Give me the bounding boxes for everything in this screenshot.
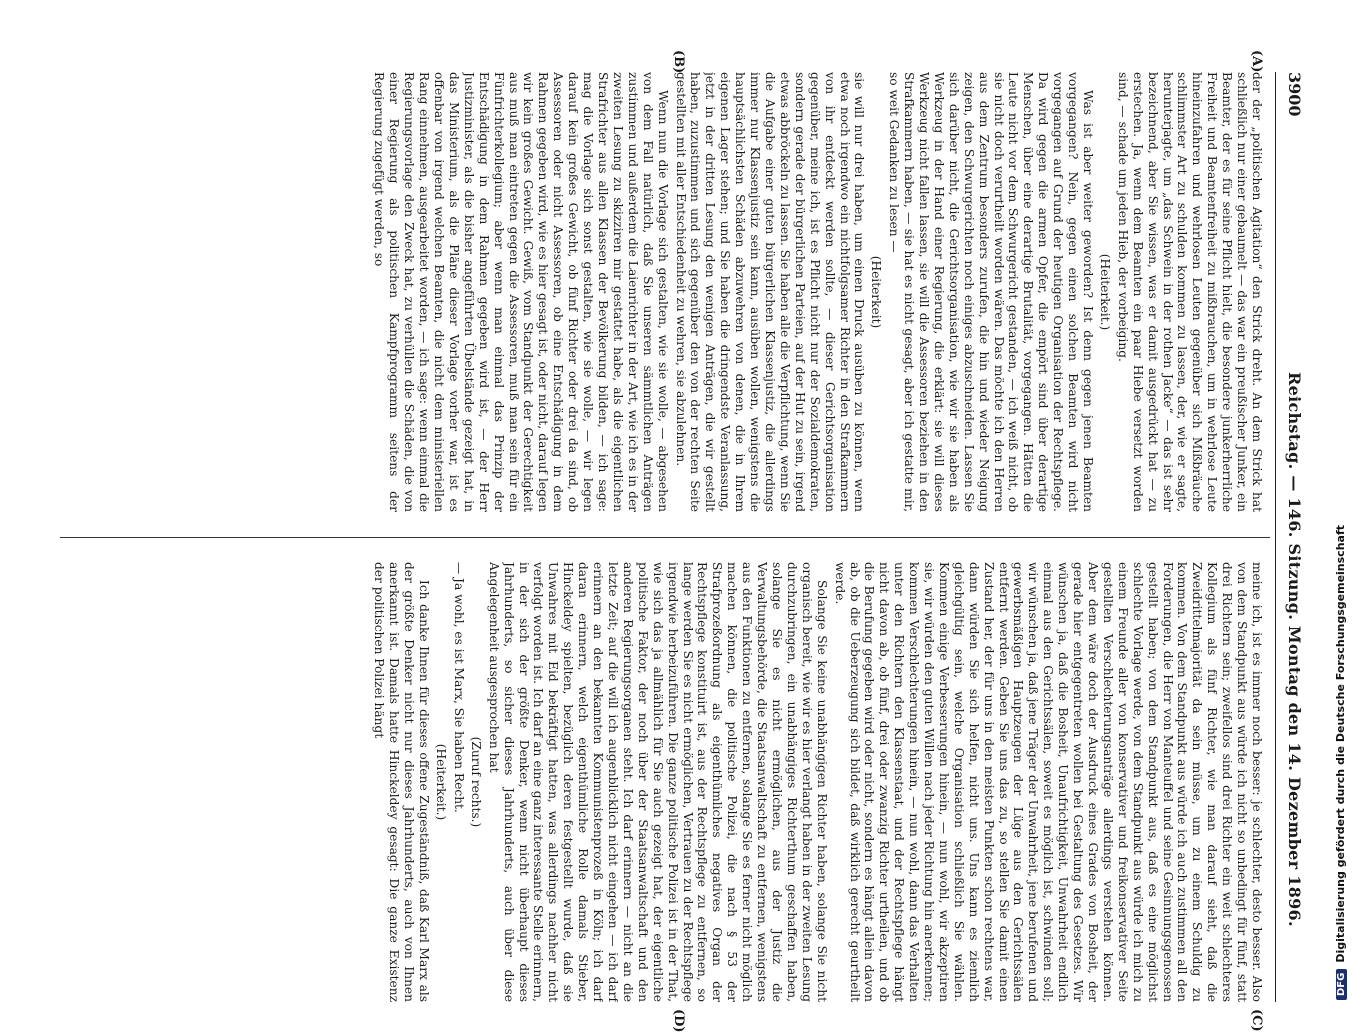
rotated-page-content [56, 50, 1306, 1033]
page-header [1275, 72, 1306, 1002]
interjection: (Heiterkeit.) [434, 743, 449, 821]
interjection: (Heiterkeit) [869, 255, 884, 329]
paragraph: Solange Sie keine unabhängigen Richter haben, solange Sie nicht organisch bereit, wie wir es hier verlangt haben in der zweiten Lesung durchzubringen, ein unabhängiges Richterthum geschaffen haben, solange Sie es nicht ermöglichen, aus der Justiz die Verwaltungsbehörde, die Staatsanwaltschaft zu entfernen, wenigstens aus den Funktionen zu entfernen, solange Sie es ferner nicht möglich machen können, die politische Polizei, die nach § 53 der Strafprozeßordnung als eigenthümliches negatives Organ der Rechtspflege konstituirt ist, aus der Rechtspflege zu entfernen, so lange werden Sie es nicht ermöglichen, Vertrauen zu der Rechtspflege irgendwie herbeizuführen. Die ganze politische Polizei ist in der That, wie sich das ja allmählich für Sie auch gezeigt hat, der eigentliche politische Faktor, der noch über der Staatsanwaltschaft und den anderen Regierungsorganen steht. Ich darf erinnern — nicht an die letzte Zeit; auf die will ich augenblicklich nicht eingehen — ich darf erinnern an den bekannten Kommunistenprozeß in Köln; ich darf daran erinnern, welch eigenthümliche Rolle damals Stieber, Hinckeldey spielten, bezüglich deren festgestellt wurde, daß sie Unwahres mit Eid bekräftigt hatten, was allerdings nachher nicht verfolgt worden ist. Ich darf an eine ganz interessante Stelle erinnern, in der sich der größte Denker, wenn nicht überhaupt dieses Jahrhunderts, so sicher dieses Jahrhunderts, auch über diese Angelegenheit ausgesprochen hat [486, 562, 829, 1002]
left-column [64, 72, 1264, 512]
paragraph: Was ist aber weiter geworden? Ist denn gegen jenen Beamten vorgegangen? Nein, gegen einen solchen Beamten wird nicht vorgegangen auf Grund der heutigen Organisation der Rechtspflege. Da wird gegen die armen Opfer, die empört sind über derartige Menschen, über eine derartige Brutalität, vorgegangen. Hätten die Leute nicht vor dem Schwurgericht gestanden, — ich weiß nicht, ob sie nicht doch verurtheilt worden wären. Das möchte ich den Herren aus dem Zentrum besonders zurufen, die hin und wieder Neigung zeigen, den Schwurgerichten noch einiges abzuschneiden. Lassen Sie sich darüber nicht, die Gerichtsorganisation, wie wir sie haben als Werkzeug in der Hand einer Regierung, die erklärt: sie will dieses Werkzeug nicht fallen lassen, sie will die Assessoren beziehen in den Strafkammern haben, — sie hat es nicht gesagt, aber ich gestatte mir, so weit Gedanken zu lesen — [887, 72, 1096, 512]
paragraph: Ich danke Ihnen für dieses offene Zugeständniß, daß Karl Marx als der größte Denker nicht nur dieses Jahrhunderts, auch von Ihnen anerkannt ist. Damals hatte Hinckeldey gesagt: Die ganze Existenz der politischen Polizei hängt [372, 562, 432, 1002]
dfg-logo-icon: DFG [1336, 969, 1347, 1000]
interjection: (Heiterkeit.) [1097, 253, 1112, 331]
running-title: Reichstag. — 146. Sitzung. Montag den 14. Dezember 1896. [1285, 372, 1304, 927]
page-number: 3900 [1285, 72, 1304, 117]
margin-marker-d: (D) [671, 1009, 686, 1033]
right-column [64, 562, 1264, 1002]
margin-marker-c: (C) [1249, 1009, 1264, 1032]
paragraph: — Ja wohl, es ist Marx, Sie haben Recht. [451, 562, 466, 813]
funding-note: Digitalisierung gefördert durch die Deutsche Forschungsgemeinschaft [1334, 524, 1347, 963]
paragraph: der der „politischen Agitation“ den Strick dreht. An dem Strick hat schließlich nur einer gebaumelt — das war ein preußischer Junker, ein Beamter, der es für seine Pflicht hielt, die besondere junkerherrliche Freiheit und Beamtenfreiheit zu mißbrauchen, um in wehrlose Leute hineinzufahren und wehrlosen Leuten gegenüber sich Mißbräuche schlimmster Art zu schulden kommen zu lassen, der, wie er sagte, herunterjagte, um „das Schwein in der rothen Jacke“ — das ist sehr bezeichnend, aber Sie wissen, was er damit ausgedrückt hat — zu erstechen. Ja, wenn dem Beamten ein paar Hiebe versetzt worden sind, — schade um jeden Hieb, der vorbeiging. [1115, 72, 1264, 512]
paragraph: Wenn nun die Vorlage sich gestalten, wie sie wolle, — abgesehen von dem Fall natürlich, daß Sie unseren sämmtlichen Anträgen zustimmen und außerdem die Laienrichter in der Art, wie ich es in der zweiten Lesung zu skizziren mir gestattet habe, als die eigentlichen Strafrichter aus allen Klassen der Bevölkerung bilden, — ich sage: mag die Vorlage sich sonst gestalten, wie sie wolle, — wir legen darauf kein großes Gewicht, ob fünf Richter oder drei da sind, ob Assessoren oder nicht Assessoren, ob eine Entschädigung in dem Rahmen gegeben wird, wie es hier gesagt ist, oder nicht, darauf legen wir kein großes Gewicht. Gewiß, vom Standpunkt der Gerechtigkeit aus muß man eintreten gegen die Assessoren, muß man sein für ein Fünfrichterkollegium; aber wenn man einmal das Prinzip der Entschädigung in dem Rahmen gegeben wird ist, — der Herr Justizminister, als die bisher angeführten Übelstände gezeigt hat, in das Ministerium, als die Pläne dieser Vorlage vorher war, ist es offenbar von irgend welchen Beamten, die nicht dem ministeriellen Rang einnehmen, ausgearbeitet worden, — ich sage: wenn einmal die Regierungsvorlage den Zweck hat, zu verhüllen die Schäden, die von einer Regierung als politischen Kampfprogramm seitens der Regierung zugefügt werden, so [372, 72, 670, 512]
column-divider [60, 537, 1270, 538]
funding-sidebar [1334, 10, 1347, 1000]
paragraph: sie will nur drei haben, um einen Druck ausüben zu können, wenn etwa noch irgendwo ein nichtfolgsamer Richter in den Strafkammern von ihr entdeckt werden sollte, — dieser Gerichtsorganisation gegenüber, meine ich, ist es Pflicht nicht nur der Sozialdemokraten, sondern gerade der bürgerlichen Parteien, auf der Hut zu sein, irgend etwas abbröckeln zu lassen. Sie haben alle die Verpflichtung, wenn Sie die Aufgabe einer guten bürgerlichen Klassenjustiz, die allerdings immer nur Klassenjustiz sein kann, ausüben wollen, wenigstens die hauptsächlichsten Schäden abzuwehren von denen, die in Ihrem eigenen Lager stehen; und Sie haben die dringendste Veranlassung, jetzt in der dritten Lesung den wenigen Anträgen, die wir gestellt haben, zuzustimmen und sich gegenüber den von der rechten Seite gestellten mit aller Entschiedenheit zu wehren, sie abzulehnen. [673, 72, 867, 512]
paragraph: meine ich, ist es immer noch besser: je schlechter, desto besser. Also von dem Standpunkt aus würde ich nicht so unbedingt für fünf, statt drei Richtern sein; zweifellos sind drei Richter ein weit schlechteres Kollegium als fünf Richter, wie man darauf sieht, daß die Zweidrittelmajorität da sein müsse, um zu einem Schuldig zu kommen. Von dem Standpunkt aus würde ich auch zustimmen all den Forderungen, die Herr von Manteuffel und seine Gesinnungsgenossen gestellt haben; von dem Standpunkt aus, daß es eine möglichst schlechte Vorlage werde, von dem Standpunkt aus würde ich mich zu einem Freunde aller von konservativer und freikonservativer Seite gestellten Verschlechterungsanträge allerdings verstehen können. Aber dem wäre doch der Ausdruck eines Grades von Bosheit, der gerade hier entgegentreten wollen bei Gestaltung des Gesetzes. Wir wünschen ja, daß die Bosheit, Unaufrichtigkeit, Unwahrheit endlich einmal aus den Gerichtssälen, soweit es möglich ist, schwinden soll; wir wünschen ja, daß jene Träger der Unwahrheit, jene berufenen und gewerbsmäßigen Hauptzeugen der Lüge aus den Gerichtssälen entfernt werden. Geben Sie uns das zu, so stellen Sie damit einen Zustand her, der für uns in den meisten Punkten schon rechtens war, dann würden Sie sich helfen, nicht uns. Uns kann es ziemlich gleichgültig sein, welche Organisation schließlich Sie wählen. Kommen einige Verbesserungen hinein, — nun wohl, wir akzeptiren sie, wir würden den guten Willen nach jeder Richtung hin anerkennen; kommen Verschlechterungen hinein, — nun wohl, dann das Verhalten unter den Richtern den Klassenstaat, und der Rechtspflege hängt nicht davon ab, ob fünf, drei oder zwanzig Richter urtheilen, und ob die Berufung gegeben wird oder nicht, sondern es hängt allein davon ab, ob die Ueberzeugung sich bildet, daß wirklich gerecht geurtheilt werde. [832, 562, 1264, 1002]
interjection: (Zuruf rechts.) [468, 736, 483, 828]
margin-marker-b: (B) [671, 50, 686, 74]
margin-marker-a: (A) [1249, 50, 1264, 73]
